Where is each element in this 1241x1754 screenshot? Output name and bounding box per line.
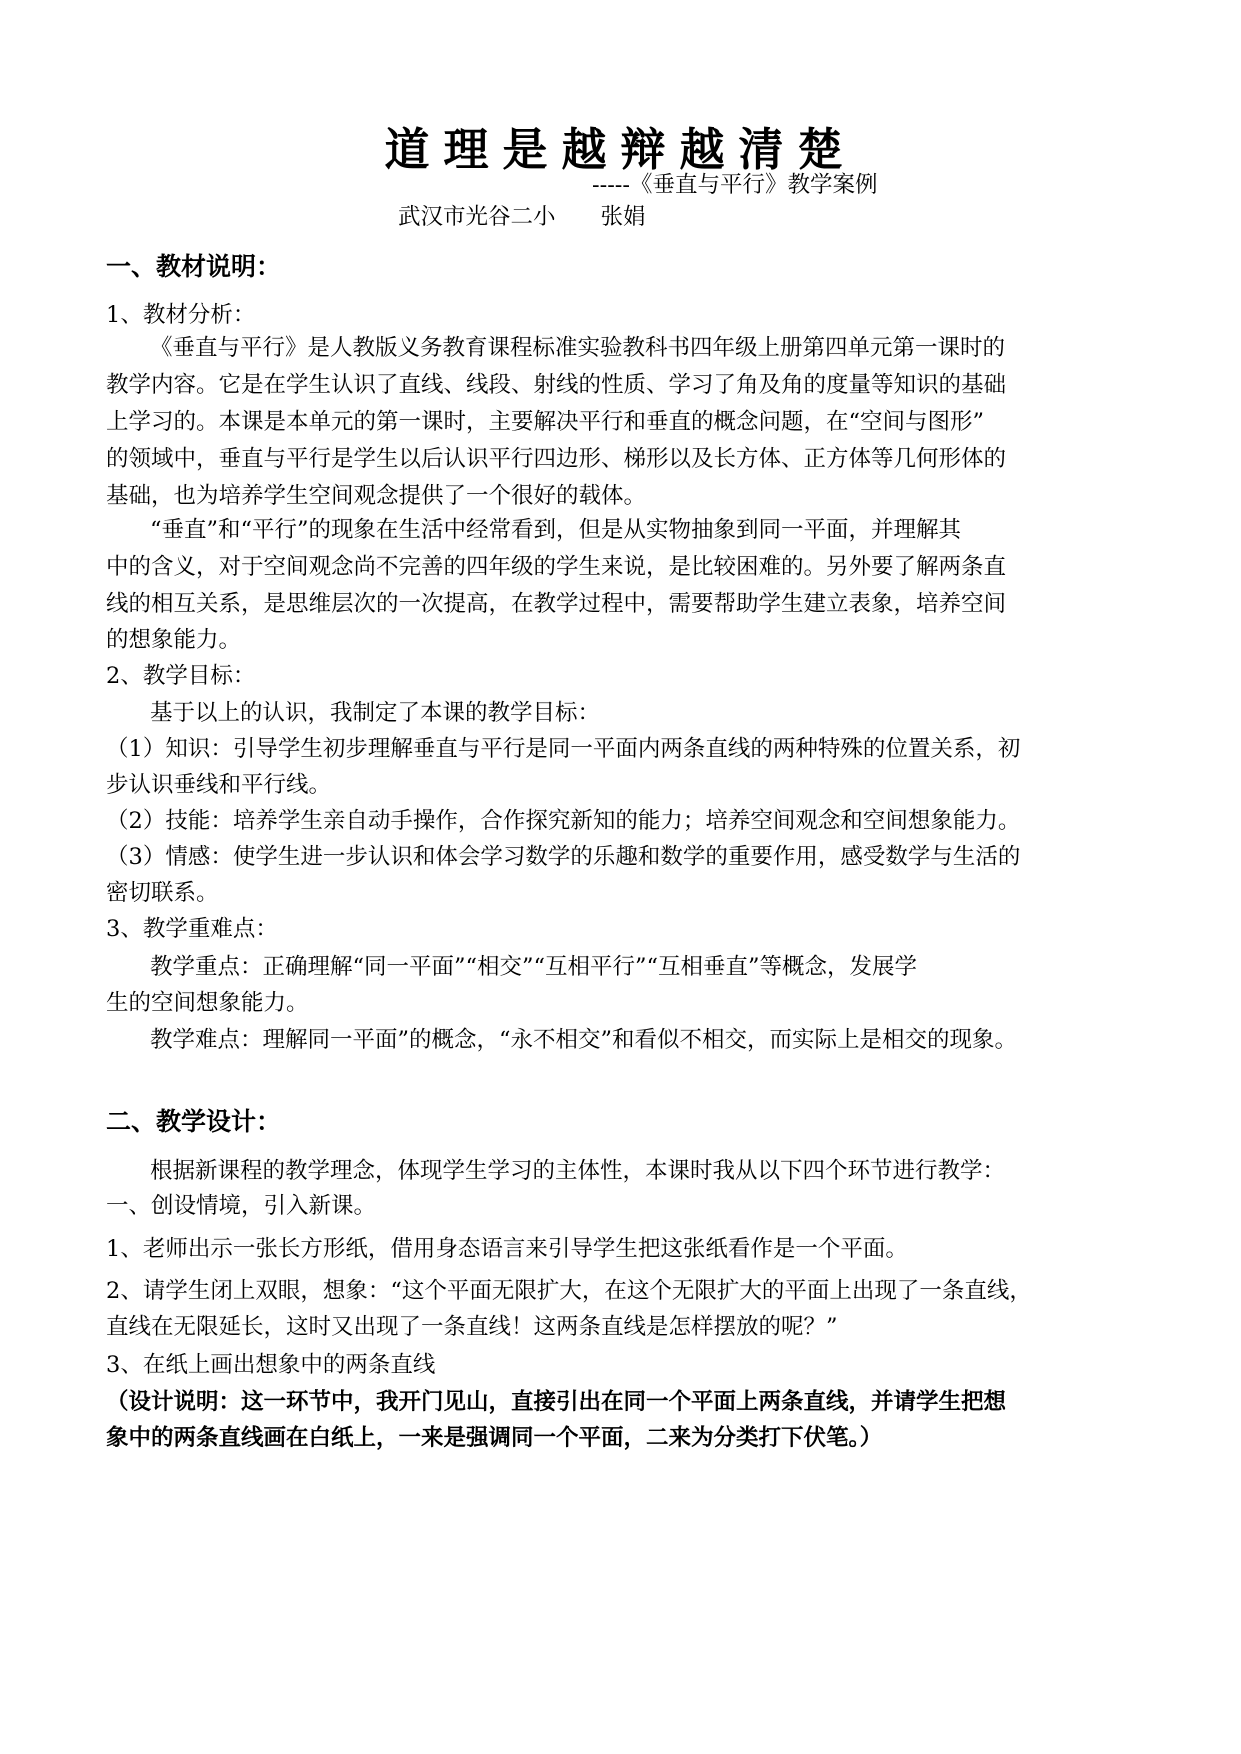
difficult-point-line: 教学难点：理解同一平面”的概念，“永不相交”和看似不相交，而实际上是相交的现象。 [150, 1027, 1018, 1053]
goal-line: （2）技能：培养学生亲自动手操作，合作探究新知的能力；培养空间观念和空间想象能力。 [106, 808, 1021, 834]
paragraph-line: 上学习的。本课是本单元的第一课时，主要解决平行和垂直的概念问题，在“空间与图形” [106, 409, 985, 435]
section2-intro: 根据新课程的教学理念，体现学生学习的主体性，本课时我从以下四个环节进行教学： [150, 1158, 1006, 1184]
section2-heading: 二、教学设计： [106, 1107, 282, 1136]
goal-line: （3）情感：使学生进一步认识和体会学习数学的乐趣和数学的重要作用，感受数学与生活的 [106, 844, 1021, 870]
design-note-line: （设计说明：这一环节中，我开门见山，直接引出在同一个平面上两条直线，并请学生把想 [106, 1389, 1007, 1415]
step-line: 2、请学生闭上双眼，想象：“这个平面无限扩大，在这个无限扩大的平面上出现了一条直线， [106, 1278, 1032, 1304]
paragraph-line: 教学内容。它是在学生认识了直线、线段、射线的性质、学习了角及角的度量等知识的基础 [106, 372, 1007, 398]
paragraph-line: 的想象能力。 [106, 627, 242, 653]
item3-label: 3、教学重难点： [106, 916, 278, 942]
paragraph-line: 的领域中，垂直与平行是学生以后认识平行四边形、梯形以及长方体、正方体等几何形体的 [106, 446, 1007, 472]
item1-label: 1、教材分析： [106, 302, 256, 328]
author-line: 武汉市光谷二小 张娟 [398, 204, 646, 230]
step-line: 1、老师出示一张长方形纸，借用身态语言来引导学生把这张纸看作是一个平面。 [106, 1236, 908, 1262]
goals-intro: 基于以上的认识，我制定了本课的教学目标： [150, 700, 601, 726]
document-subtitle: -----《垂直与平行》教学案例 [592, 172, 878, 198]
section1-heading: 一、教材说明： [106, 252, 282, 281]
paragraph-line: 中的含义，对于空间观念尚不完善的四年级的学生来说，是比较困难的。另外要了解两条直 [106, 554, 1007, 580]
paragraph-line: 线的相互关系，是思维层次的一次提高，在教学过程中，需要帮助学生建立表象，培养空间 [106, 591, 1007, 617]
step-line: 3、在纸上画出想象中的两条直线 [106, 1352, 436, 1378]
key-point-line: 教学重点：正确理解“同一平面”“相交”“互相平行”“互相垂直”等概念，发展学 [150, 954, 918, 980]
goal-line: 步认识垂线和平行线。 [106, 772, 332, 798]
part1-label: 一、创设情境，引入新课。 [106, 1193, 377, 1219]
goal-line: 密切联系。 [106, 880, 219, 906]
item2-label: 2、教学目标： [106, 663, 256, 689]
key-point-line: 生的空间想象能力。 [106, 990, 309, 1016]
design-note-line: 象中的两条直线画在白纸上，一来是强调同一个平面，二来为分类打下伏笔。） [106, 1425, 883, 1451]
document-title: 道理是越辩越清楚 [384, 123, 857, 176]
paragraph-line: “垂直”和“平行”的现象在生活中经常看到，但是从实物抽象到同一平面，并理解其 [150, 517, 962, 543]
paragraph-line: 基础，也为培养学生空间观念提供了一个很好的载体。 [106, 483, 647, 509]
step-line: 直线在无限延长，这时又出现了一条直线！这两条直线是怎样摆放的呢？” [106, 1314, 838, 1340]
paragraph-line: 《垂直与平行》是人教版义务教育课程标准实验教科书四年级上册第四单元第一课时的 [150, 335, 1006, 361]
goal-line: （1）知识：引导学生初步理解垂直与平行是同一平面内两条直线的两种特殊的位置关系，初 [106, 736, 1021, 762]
